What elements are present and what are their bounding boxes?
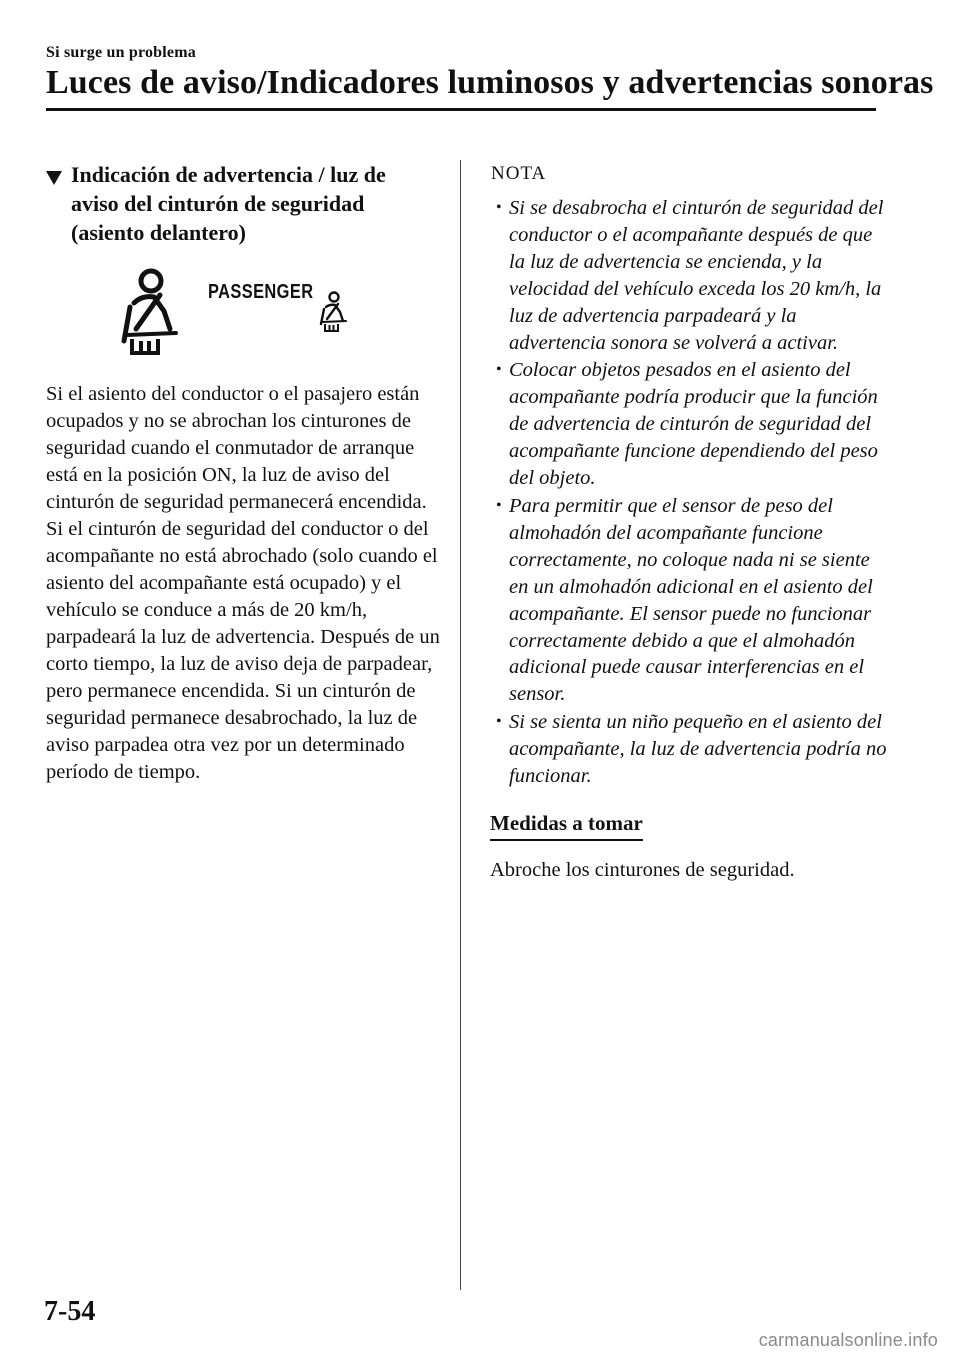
header-rule	[46, 108, 876, 111]
note-list	[490, 195, 890, 790]
body-paragraph: Si el asiento del conductor o el pasajero están ocupados y no se abrochan los cinturones de seguridad cuando el conmutador de arranque está en la posición ON, la luz de aviso del cinturón de seguridad permanecerá encendida.	[46, 383, 427, 513]
note-item	[490, 709, 890, 790]
note-text: Si se desabrocha el cinturón de seguridad del conductor o el acompañante después de que la luz de advertencia se encienda, y la velocidad del vehículo exceda los 20 km/h, la luz de advertencia parpadeará y la advertencia sonora se volverá a activar.	[509, 197, 884, 354]
note-item	[490, 357, 890, 492]
measures-heading: Medidas a tomar	[490, 810, 643, 841]
bullet-icon: •	[496, 713, 502, 731]
bullet-icon: •	[496, 496, 502, 514]
page-title: Luces de aviso/Indicadores luminosos y advertencias sonoras	[46, 64, 934, 101]
bullet-icon: •	[496, 199, 502, 216]
note-text: Colocar objetos pesados en el asiento del acompañante podría producir que la función de advertencia de cinturón de seguridad del acompañante funcione dependiendo del peso del objeto.	[509, 359, 878, 490]
triangle-marker-icon	[46, 171, 62, 185]
subsection-heading	[46, 160, 442, 247]
note-item	[490, 195, 890, 356]
warning-icons	[46, 261, 442, 371]
note-label: NOTA	[491, 163, 547, 184]
page-number: 7-54	[44, 1296, 96, 1327]
passenger-label: PASSENGER	[208, 281, 314, 303]
note-text: Para permitir que el sensor de peso del almohadón del acompañante funcione correctamente, no coloque nada ni se siente en un almohadón adicional en el asiento del acompañante. El sensor puede no funcionar correctamente debido a que el almohadón adicional puede causar interferencias en el sensor.	[509, 494, 873, 706]
column-divider	[460, 160, 461, 1290]
passenger-seatbelt-icon	[318, 291, 352, 333]
section-label: Si surge un problema	[46, 44, 196, 61]
right-column	[490, 160, 890, 884]
watermark: carmanualsonline.info	[758, 1330, 938, 1350]
bullet-icon: •	[496, 361, 502, 379]
left-column	[46, 160, 442, 786]
subsection-heading-text: Indicación de advertencia / luz de aviso del cinturón de seguridad (asiento delantero)	[71, 162, 386, 245]
seatbelt-warning-icon	[114, 267, 196, 357]
body-paragraph: Si el cinturón de seguridad del conductor o del acompañante no está abrochado (solo cuando el asiento del acompañante está ocupado) y el vehículo se conduce a más de 20 km/h, parpadeará la luz de advertencia. Después de un corto tiempo, la luz de aviso deja de parpadear, pero permanece encendida. Si un cinturón de seguridad permanece desabrochado, la luz de aviso parpadea otra vez por un determinado período de tiempo.	[46, 518, 440, 783]
measures-text: Abroche los cinturones de seguridad.	[490, 858, 795, 881]
note-item	[490, 493, 890, 708]
note-text: Si se sienta un niño pequeño en el asiento del acompañante, la luz de advertencia podría no funcionar.	[509, 711, 887, 788]
